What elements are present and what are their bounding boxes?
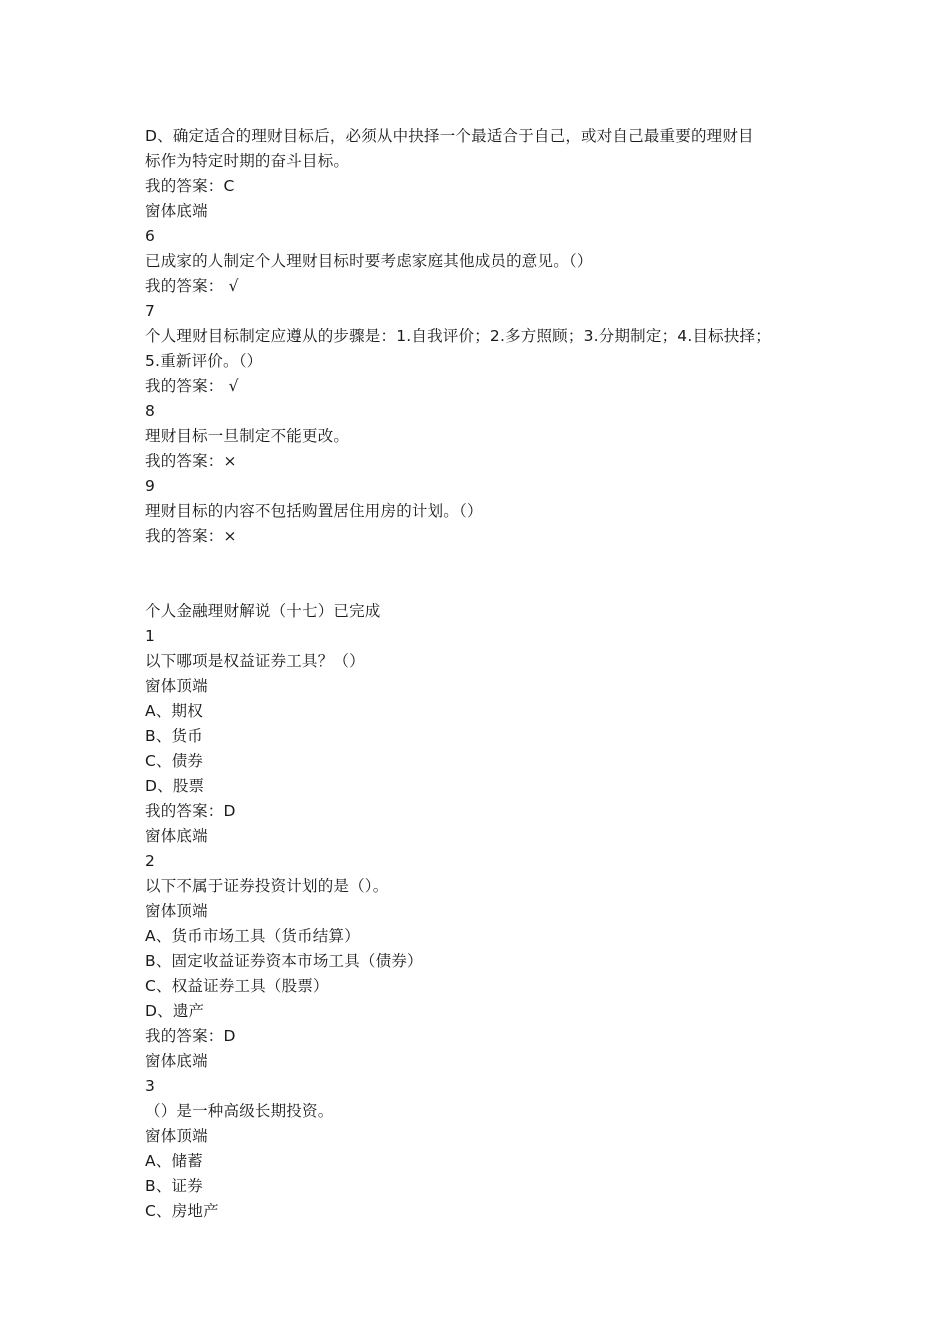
text-line: 7 bbox=[145, 302, 156, 320]
text-line: （）是一种高级长期投资。 bbox=[145, 1102, 334, 1120]
text-line: 窗体底端 bbox=[145, 1052, 208, 1070]
text-line: 以下不属于证券投资计划的是（）。 bbox=[145, 877, 389, 895]
text-line: 6 bbox=[145, 227, 156, 245]
text-line: 窗体顶端 bbox=[145, 902, 208, 920]
text-line: 我的答案：D bbox=[145, 1027, 236, 1045]
text-line: A、货币市场工具（货币结算） bbox=[145, 927, 360, 945]
text-line: 标作为特定时期的奋斗目标。 bbox=[145, 152, 350, 170]
text-line: B、证券 bbox=[145, 1177, 203, 1195]
text-line: 我的答案：× bbox=[145, 452, 237, 470]
text-line: B、固定收益证券资本市场工具（债券） bbox=[145, 952, 423, 970]
text-line: 8 bbox=[145, 402, 156, 420]
section-gap bbox=[145, 549, 815, 599]
section-title: 个人金融理财解说（十七）已完成 bbox=[145, 602, 381, 620]
text-line: 我的答案：C bbox=[145, 177, 235, 195]
text-line: 窗体底端 bbox=[145, 202, 208, 220]
text-line: 3 bbox=[145, 1077, 156, 1095]
text-line: 理财目标的内容不包括购置居住用房的计划。（） bbox=[145, 502, 483, 520]
text-line: 1 bbox=[145, 627, 156, 645]
text-line: 以下哪项是权益证券工具？（） bbox=[145, 652, 365, 670]
text-line: A、储蓄 bbox=[145, 1152, 203, 1170]
text-line: D、股票 bbox=[145, 777, 205, 795]
section-1 bbox=[145, 124, 815, 549]
document-page bbox=[145, 124, 815, 1224]
text-line: 已成家的人制定个人理财目标时要考虑家庭其他成员的意见。（） bbox=[145, 252, 593, 270]
text-line: A、期权 bbox=[145, 702, 203, 720]
section-2 bbox=[145, 599, 815, 1224]
text-line: D、遗产 bbox=[145, 1002, 205, 1020]
text-line: C、债券 bbox=[145, 752, 204, 770]
text-line: 2 bbox=[145, 852, 156, 870]
text-line: 个人理财目标制定应遵从的步骤是：1.自我评价；2.多方照顾；3.分期制定；4.目标抉择； bbox=[145, 327, 771, 345]
text-line: 我的答案： √ bbox=[145, 377, 239, 395]
text-line: 9 bbox=[145, 477, 156, 495]
text-line: 我的答案：D bbox=[145, 802, 236, 820]
text-line: 理财目标一旦制定不能更改。 bbox=[145, 427, 350, 445]
text-line: 窗体底端 bbox=[145, 827, 208, 845]
text-line: 我的答案： √ bbox=[145, 277, 239, 295]
text-line: C、权益证券工具（股票） bbox=[145, 977, 329, 995]
text-line: B、货币 bbox=[145, 727, 203, 745]
text-line: C、房地产 bbox=[145, 1202, 219, 1220]
text-line: D、确定适合的理财目标后，必须从中抉择一个最适合于自己，或对自己最重要的理财目 bbox=[145, 127, 754, 145]
text-line: 窗体顶端 bbox=[145, 1127, 208, 1145]
text-line: 窗体顶端 bbox=[145, 677, 208, 695]
text-line: 我的答案：× bbox=[145, 527, 237, 545]
text-line: 5.重新评价。（） bbox=[145, 352, 263, 370]
